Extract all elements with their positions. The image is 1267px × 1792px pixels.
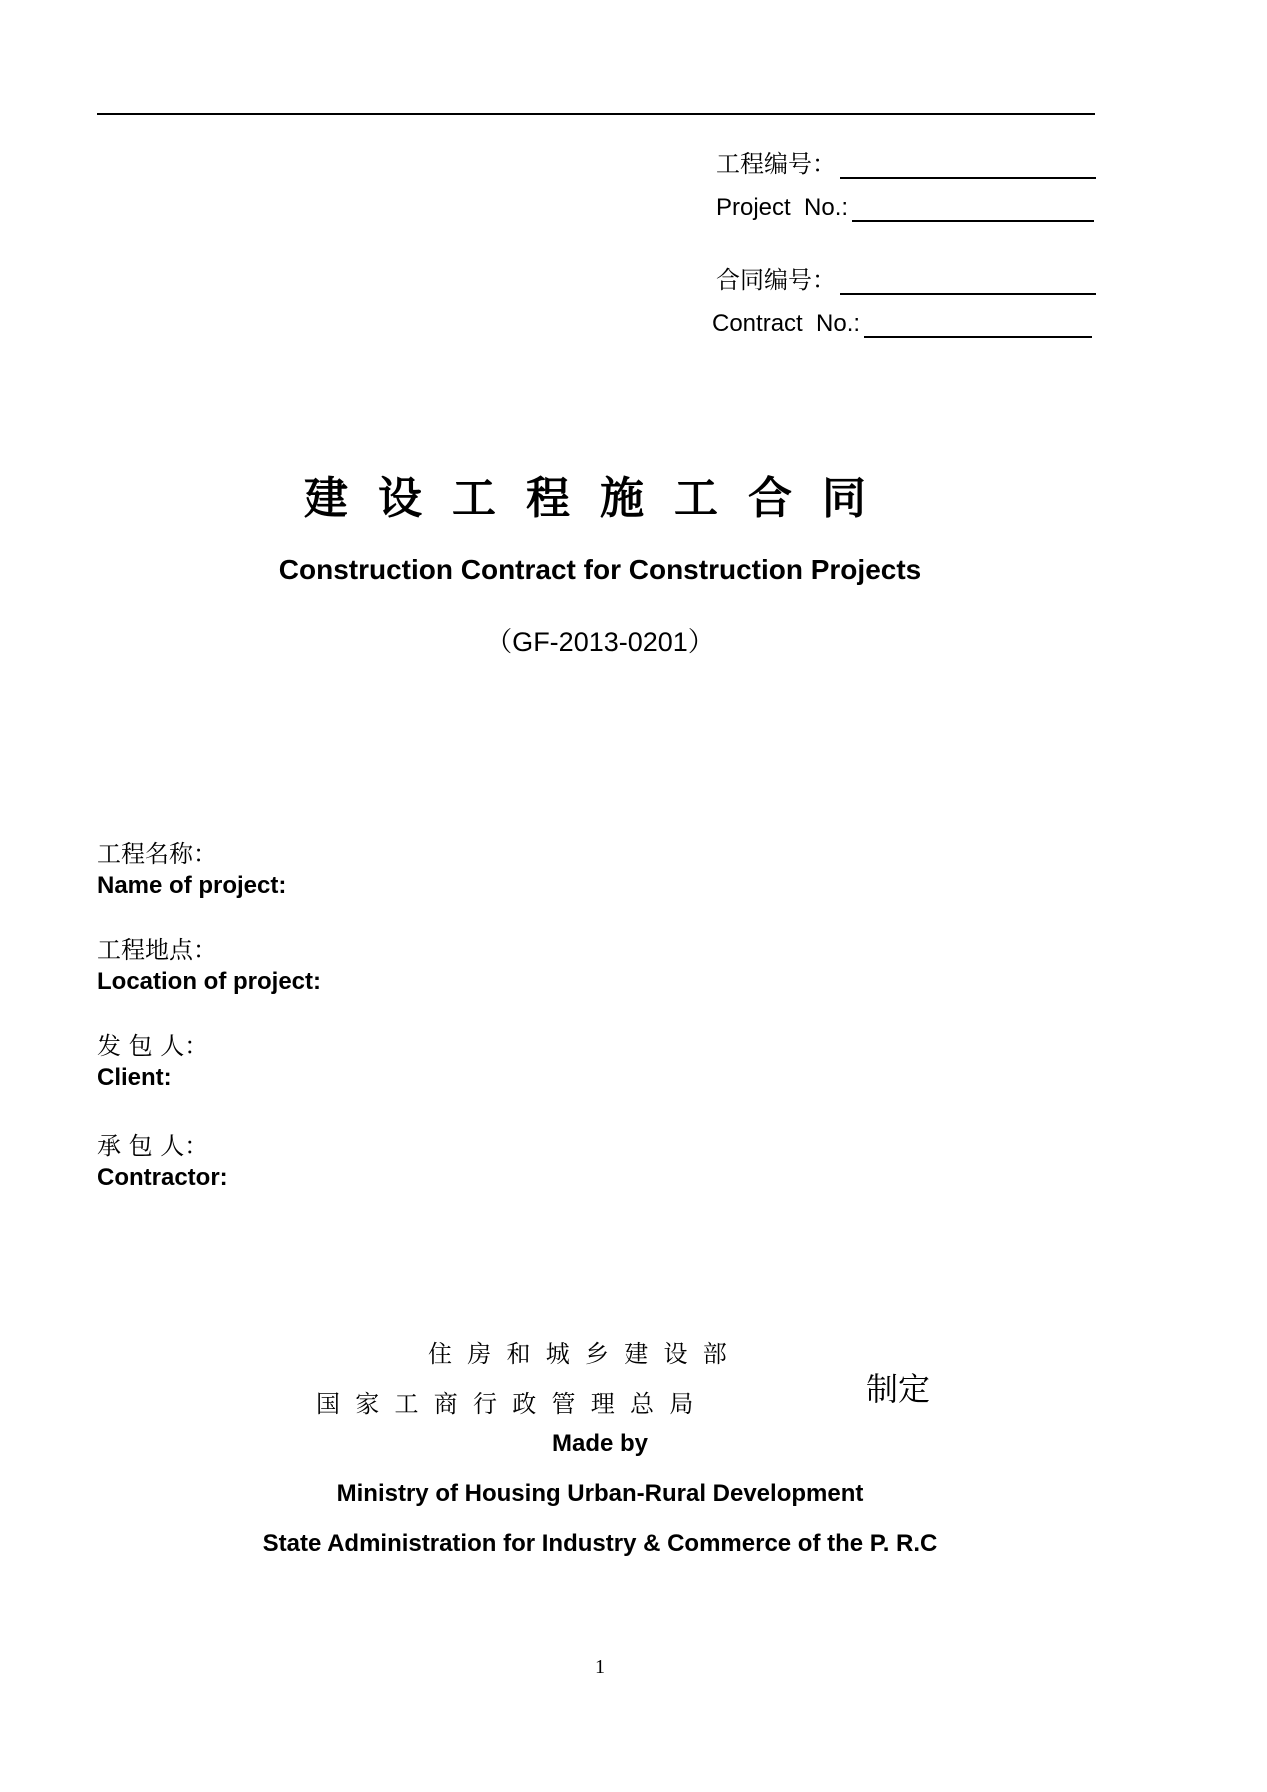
contract-no-en-row [712, 310, 1092, 338]
field-client [97, 1030, 208, 1094]
project-no-en-row [716, 194, 1094, 222]
issuer-org2-cn: 国 家 工 商 行 政 管 理 总 局 [316, 1390, 694, 1418]
page-number: 1 [595, 1656, 605, 1678]
contract-no-en-blank[interactable] [864, 314, 1092, 338]
field-contractor [97, 1130, 228, 1194]
document-code: （GF-2013-0201） [485, 627, 715, 657]
project-no-cn-blank[interactable] [840, 155, 1096, 179]
contract-no-cn-blank[interactable] [840, 271, 1096, 295]
made-by-label: Made by [551, 1430, 649, 1457]
contract-no-cn-row [716, 260, 1096, 295]
field-label-en: Name of project: [97, 872, 287, 899]
field-label-en: Client: [97, 1064, 172, 1091]
project-no-cn-label: 工程编号： [716, 150, 836, 178]
contract-no-cn-label: 合同编号： [716, 266, 836, 294]
contract-no-en-label: Contract No.: [712, 310, 861, 337]
project-no-en-blank[interactable] [852, 198, 1094, 222]
field-label-cn: 承 包 人： [97, 1132, 209, 1160]
field-project-location [97, 934, 321, 998]
field-label-en: Location of project: [97, 968, 321, 995]
field-label-cn: 发 包 人： [97, 1032, 209, 1060]
issuer-made-cn: 制定 [866, 1370, 931, 1408]
issuer-org1-cn: 住 房 和 城 乡 建 设 部 [428, 1340, 727, 1368]
top-rule [97, 113, 1095, 115]
field-label-en: Contractor: [97, 1164, 228, 1191]
document-title-cn: 建设工程施工合同 [304, 473, 896, 524]
field-project-name [97, 838, 286, 902]
project-no-en-label: Project No.: [716, 194, 849, 221]
issuer-org2-en: State Administration for Industry & Commerce of the P. R.C [262, 1530, 938, 1557]
project-no-cn-row [716, 144, 1096, 179]
issuer-org1-en: Ministry of Housing Urban-Rural Development [336, 1480, 864, 1507]
field-label-cn: 工程名称： [97, 840, 217, 868]
document-title-en: Construction Contract for Construction Projects [278, 554, 922, 585]
field-label-cn: 工程地点： [97, 936, 217, 964]
